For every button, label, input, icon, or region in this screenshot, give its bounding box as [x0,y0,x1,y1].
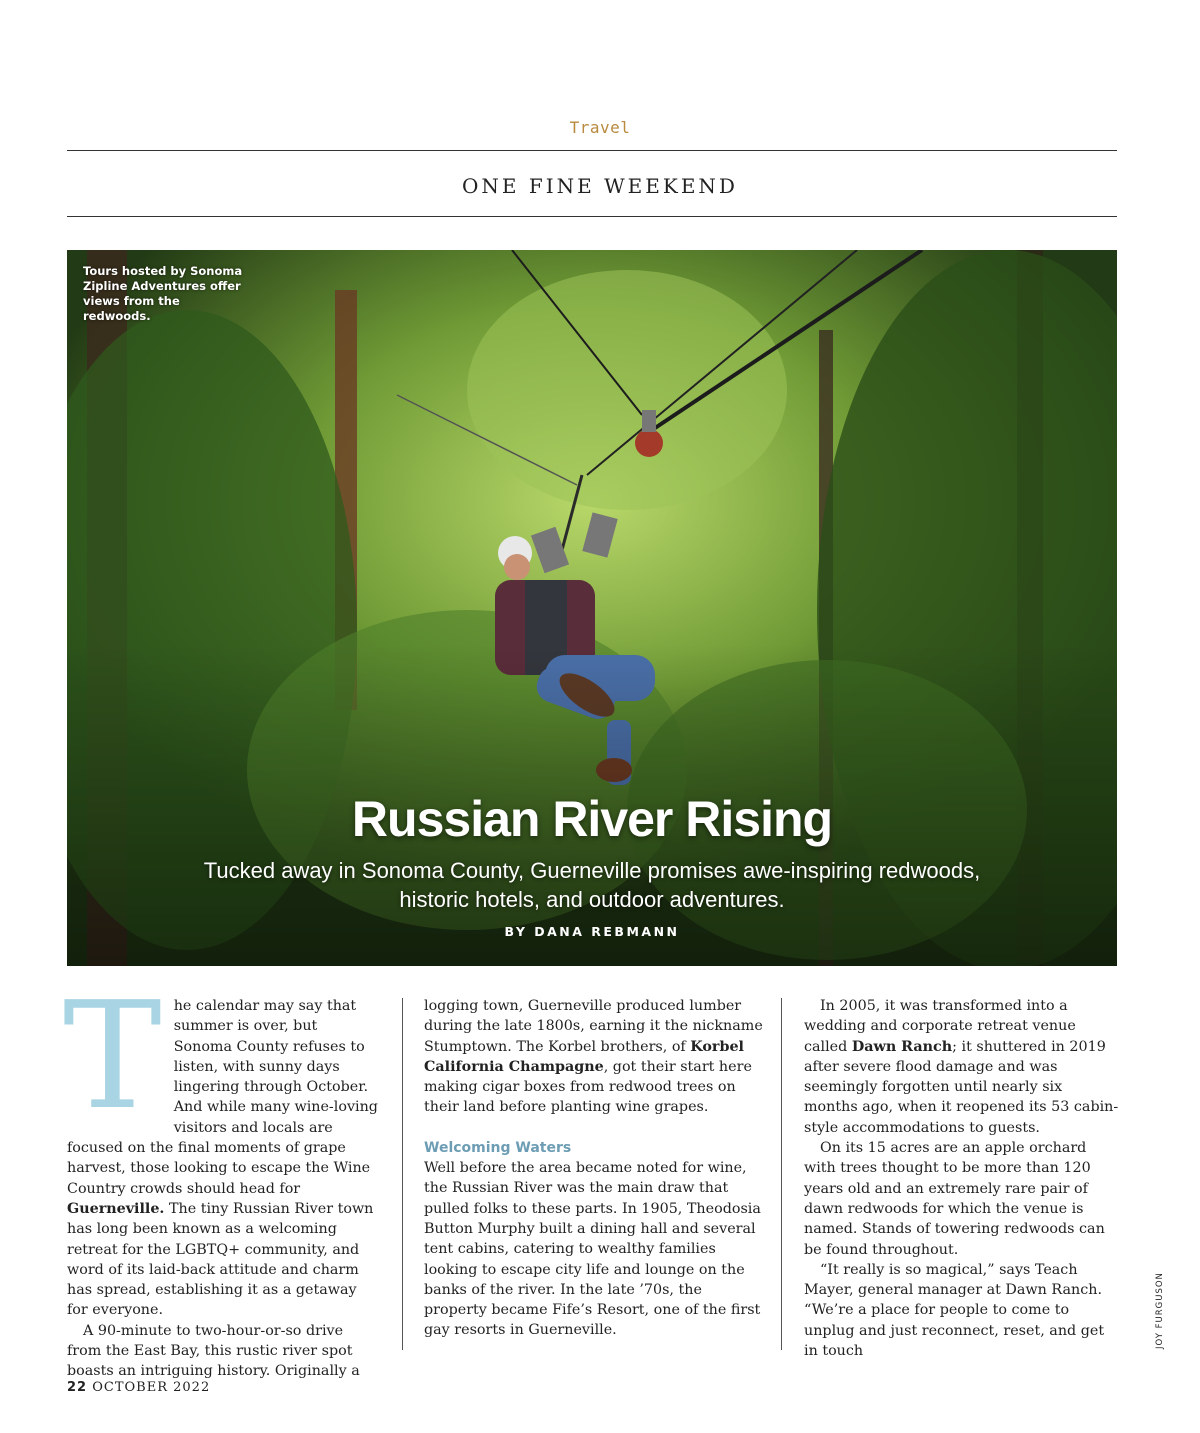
drop-cap: T [63,970,162,1142]
article-column-1 [63,970,379,1382]
article-deck: Tucked away in Sonoma County, Guerneville promises awe-inspiring redwoods, historic hotels, and outdoor adventures. [203,858,981,912]
paragraph [63,970,379,1321]
photo-caption: Tours hosted by Sonoma Zipline Adventures offer views from the redwoods. [83,264,243,323]
business-name: Korbel California Champagne [424,1038,744,1075]
article-column-2 [424,996,764,1341]
text-run: ; it shuttered in 2019 after severe flood damage and was seemingly forgotten until nearly six months ago, when it reopened its 53 cabin-style accommodations to guests. [804,1038,1119,1136]
column-divider [781,998,782,1350]
paragraph [424,996,764,1118]
column-divider [402,998,403,1350]
business-name: Dawn Ranch [851,1038,953,1055]
text-run: In 2005, it was transformed into a wedding and corporate retreat venue called [804,998,1076,1055]
subhead: Welcoming Waters [424,1139,572,1156]
issue-date: OCTOBER 2022 [92,1380,211,1395]
paragraph: A 90-minute to two-hour-or-so drive from the East Bay, this rustic river spot boasts an intriguing history. Originally a [67,1322,360,1380]
paragraph: Well before the area became noted for wine, the Russian River was the main draw that pulled folks to these parts. In 1905, Theodosia Button Murphy built a dining hall and several tent cabins, catering to wealthy families looking to escape city life and lounge on the banks of the river. In the late ’70s, the property became Fife’s Resort, one of the first gay resorts in Guerneville. [424,1160,761,1339]
paragraph: “It really is so magical,” says Teach Mayer, general manager at Dawn Ranch. “We’re a place for people to come to unplug and just reconnect, reset, and get in touch [804,1261,1105,1360]
hero-photo [67,250,1117,966]
place-name: Guerneville. [67,1200,165,1217]
text-run: The tiny Russian River town has long been known as a welcoming retreat for the LGBTQ+ community, and word of its laid-back attitude and charm has spread, establishing it as a getaway for everyone. [67,1200,374,1319]
page-number: 22 [67,1380,88,1395]
paragraph [804,996,1119,1138]
article-headline: Russian River Rising [351,791,833,847]
top-rule [67,150,1117,151]
photo-credit: JOY FURGUSON [1155,1272,1165,1349]
bottom-rule [67,216,1117,217]
paragraph: On its 15 acres are an apple orchard with trees thought to be more than 120 years old and an extremely rare pair of dawn redwoods for which the venue is named. Stands of towering redwoods can be found throughout. [804,1140,1105,1258]
byline: BY DANA REBMANN [504,924,680,939]
text-run: he calendar may say that summer is over, but Sonoma County refuses to listen, with sunny days lingering through October. And while many wine-loving visitors and locals are focused on the final moments of grape harvest, those looking to escape the Wine Country crowds should head for [67,998,378,1197]
text-run: logging town, Guerneville produced lumber during the late 1800s, earning it the nickname Stumptown. The Korbel brothers, of [424,998,763,1055]
page-folio [67,1380,210,1395]
department-title: ONE FINE WEEKEND [462,174,738,198]
text-run: , got their start here making cigar boxes from redwood trees on their land before planting wine grapes. [424,1058,752,1116]
article-column-3 [804,996,1119,1361]
section-label: Travel [569,118,631,137]
